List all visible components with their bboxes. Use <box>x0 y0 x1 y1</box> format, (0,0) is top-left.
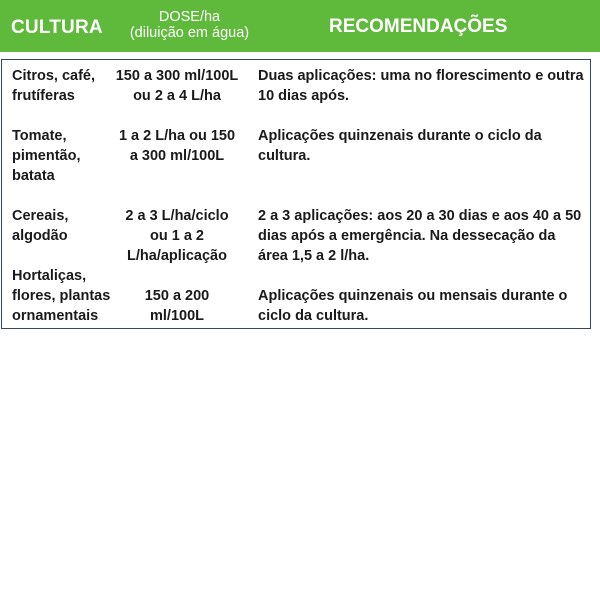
table-row-2-dose: 1 a 2 L/ha ou 150 a 300 ml/100L <box>118 128 236 164</box>
table-row-1-dose: 150 a 300 ml/100L ou 2 a 4 L/ha <box>115 68 239 104</box>
table-row-3-crop: Cereais, algodão <box>12 208 69 244</box>
column-header-dose <box>112 9 267 41</box>
table-row-1-recommendation: Duas aplicações: uma no florescimento e outra 10 dias após. <box>258 68 584 104</box>
column-header-dose-line1: DOSE/ha <box>158 9 221 25</box>
table-row-3-dose: 2 a 3 L/ha/ciclo ou 1 a 2 L/ha/aplicação <box>125 208 229 264</box>
table-row-4-recommendation: Aplicações quinzenais ou mensais durante o ciclo da cultura. <box>258 288 568 324</box>
table-row-4-dose: 150 a 200 ml/100L <box>144 288 210 324</box>
table-row-4-crop: Hortaliças, flores, plantas ornamentais <box>12 268 111 324</box>
table-body <box>1 59 591 329</box>
column-header-recommendations: RECOMENDAÇÕES <box>329 16 508 37</box>
column-header-crop: CULTURA <box>11 17 103 38</box>
table-row-2-recommendation: Aplicações quinzenais durante o ciclo da cultura. <box>258 128 542 164</box>
table-row-1-crop: Citros, café, frutíferas <box>12 68 95 104</box>
table-header <box>0 0 600 52</box>
table-row-2-crop: Tomate, pimentão, batata <box>12 128 81 184</box>
table-row-3-recommendation: 2 a 3 aplicações: aos 20 a 30 dias e aos 40 a 50 dias após a emergência. Na dessecação da área 1,5 a 2 l/ha. <box>258 208 582 264</box>
column-header-dose-line2: (diluição em água) <box>129 25 250 41</box>
